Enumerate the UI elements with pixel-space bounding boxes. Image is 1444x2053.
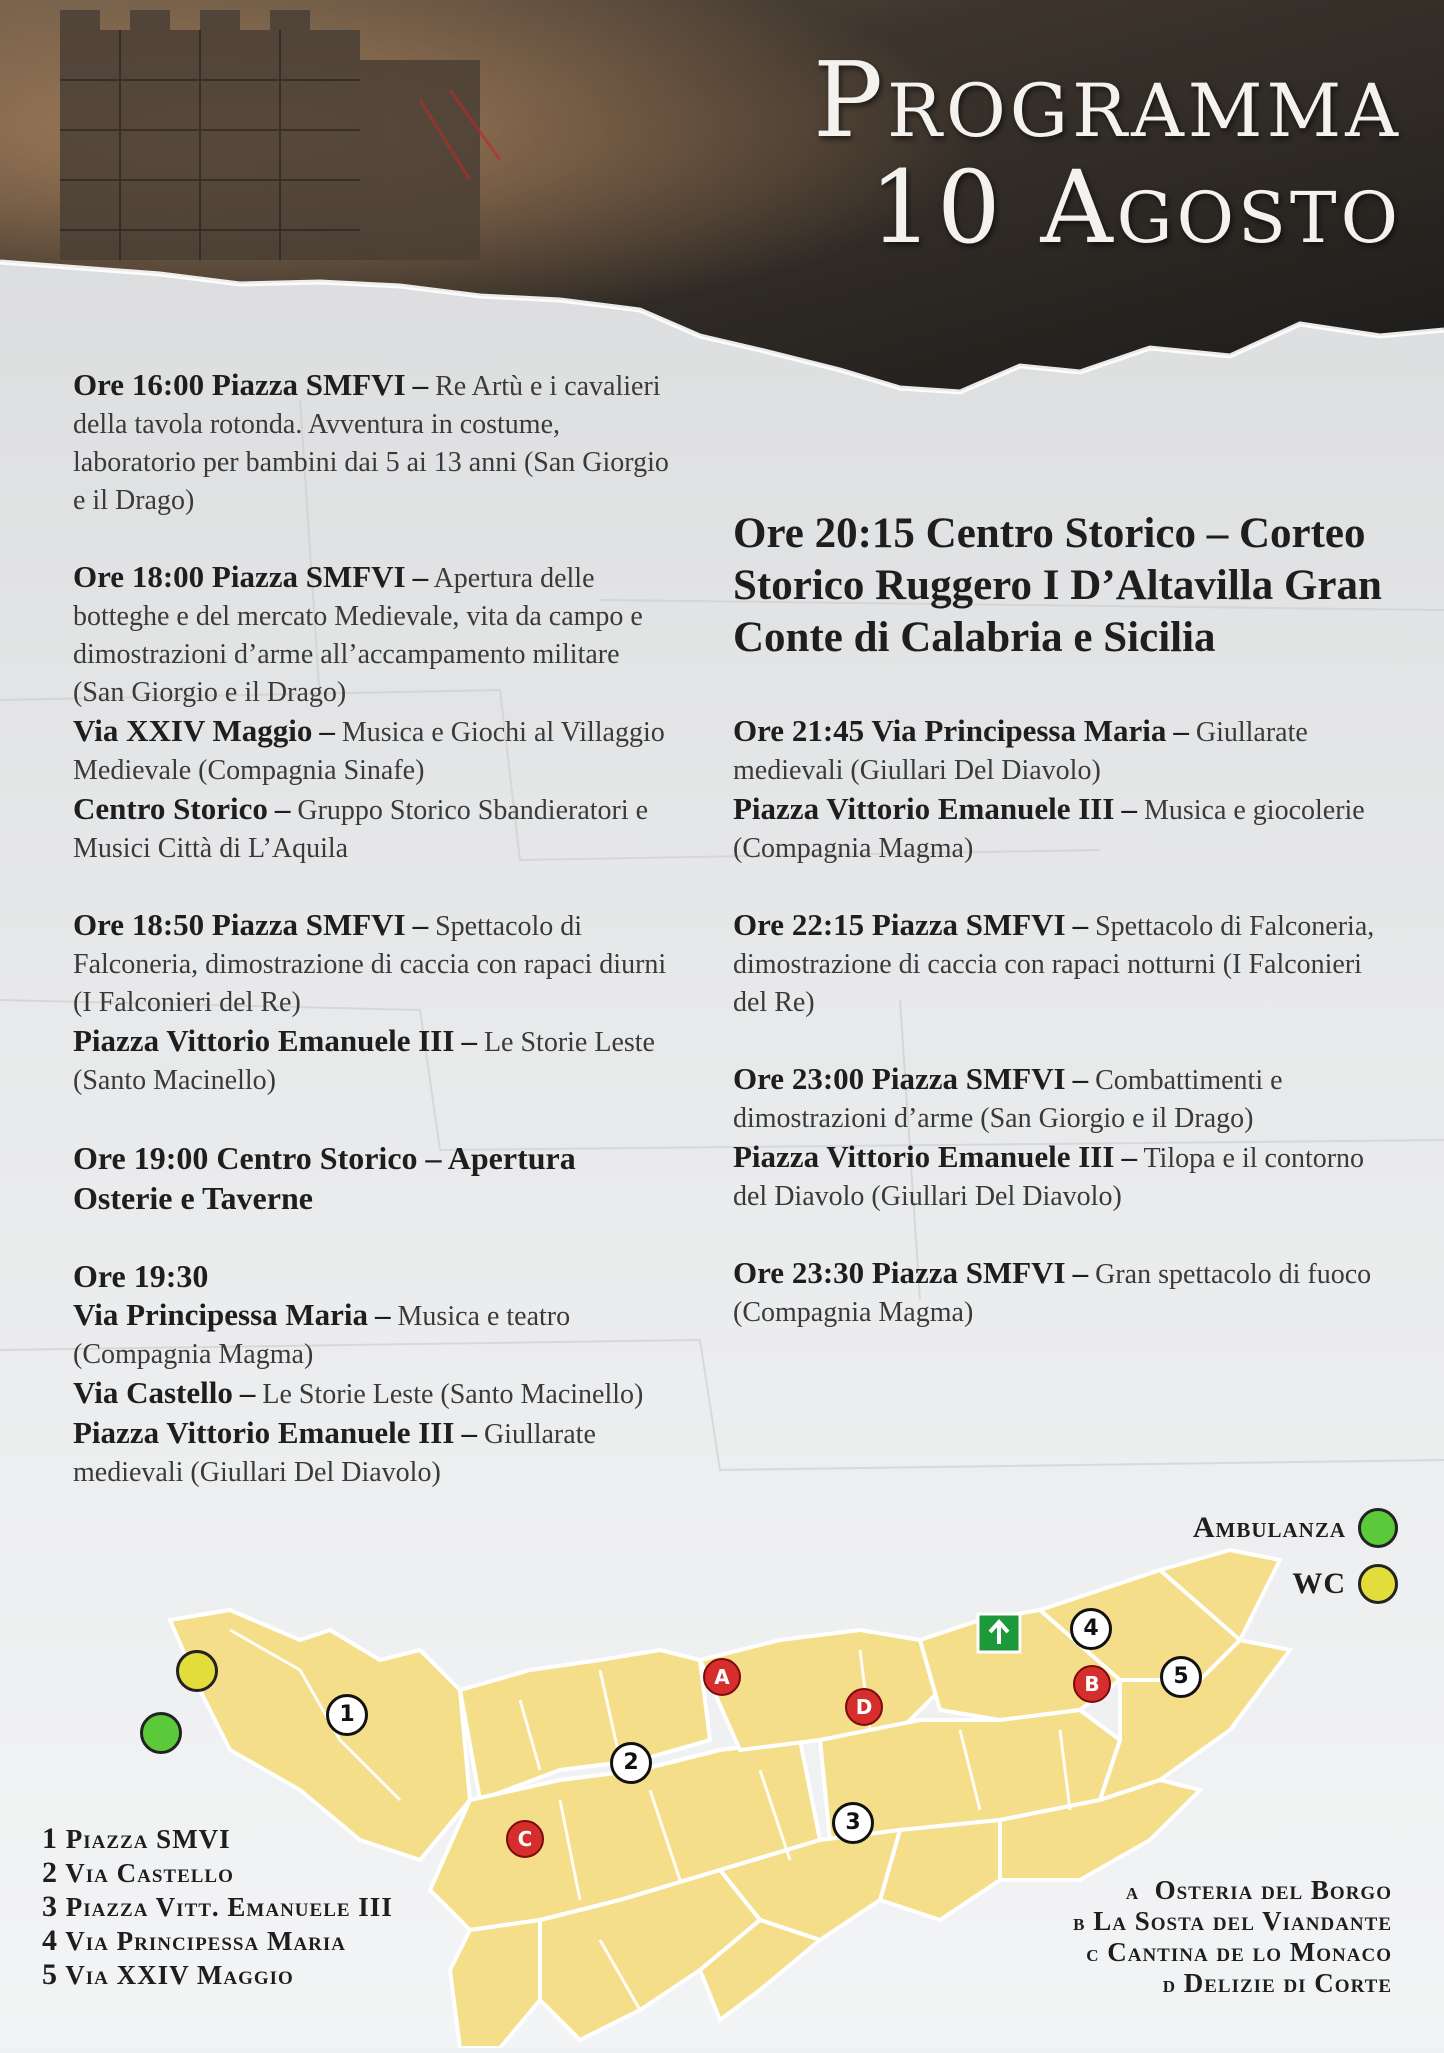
program-right-column [733,508,1393,1370]
map-marker-3: 3 [832,1802,874,1844]
program-entry [73,906,673,1022]
exit-sign-icon [978,1614,1020,1652]
entry-heading: Ore 22:15 Piazza SMFVI [733,907,1066,942]
entry-heading: Ore 21:45 Via Principessa Maria [733,713,1167,748]
dash: – [412,907,429,942]
entry-heading: Ore 18:50 Piazza SMFVI [73,907,406,942]
entry-text: Musica e Giochi al Villaggio Medievale (Compagnia Sinafe) [73,717,665,786]
program-entry [73,558,673,712]
title-line-2: 10 Agosto [869,149,1402,266]
map-marker-b: B [1073,1665,1111,1703]
dash: – [239,1375,256,1410]
entry-heading: Piazza Vittorio Emanuele III [733,791,1115,826]
program-block-2215 [733,906,1393,1022]
entry-text: Giullarate medievali (Giullari Del Diavolo) [733,717,1308,786]
entry-text: Re Artù e i cavalieri della tavola rotonda. Avventura in costume, laboratorio per bambini dai 5 ai 13 anni (San Giorgio e il Drago) [73,371,669,516]
program-entry [73,1414,673,1492]
entry-text: Le Storie Leste (Santo Macinello) [73,1027,655,1096]
entry-heading: Via XXIV Maggio [73,713,313,748]
program-entry [733,712,1393,790]
program-block-1800 [73,558,673,868]
title-line-1: Programma [813,39,1402,161]
program-entry [73,712,673,790]
dash: – [461,1415,477,1450]
map-marker-c: C [506,1820,544,1858]
entry-heading: Ore 19:00 Centro Storico – Apertura Osterie e Taverne [73,1140,576,1216]
program-block-2300 [733,1060,1393,1216]
map-marker-2: 2 [610,1742,652,1784]
dash: – [412,559,429,594]
place-item: a Osteria del Borgo [1125,1875,1392,1905]
street-item: 5 Via XXIV Maggio [42,1958,294,1991]
entry-text: Combattimenti e dimostrazioni d’arme (San Giorgio e il Drago) [733,1065,1283,1134]
place-item: c Cantina de lo Monaco [1086,1937,1392,1967]
program-entry [73,1296,673,1374]
dash: – [1072,907,1089,942]
dash: – [1121,1139,1137,1174]
street-item: 4 Via Principessa Maria [42,1924,346,1957]
program-entry [733,1060,1393,1138]
program-entry [73,1022,673,1100]
program-entry [733,1254,1393,1332]
street-item: 1 Piazza SMVI [42,1822,231,1855]
program-block-2330 [733,1254,1393,1332]
map-marker-1: 1 [326,1694,368,1736]
dash: – [375,1297,391,1332]
entry-text: Tilopa e il contorno del Diavolo (Giullari Del Diavolo) [733,1143,1365,1212]
map-marker-d: D [845,1688,883,1726]
dash: – [1173,713,1189,748]
places-legend [1073,1876,1392,2000]
dash: – [319,713,335,748]
entry-text: Apertura delle botteghe e del mercato Medievale, vita da campo e dimostrazioni d’arme all’accampamento militare (San Giorgio e il Drago) [73,563,643,708]
entry-text: Giullarate medievali (Giullari Del Diavolo) [73,1419,596,1488]
dash: – [461,1023,477,1058]
program-block-1850 [73,906,673,1100]
entry-text: Musica e giocolerie (Compagnia Magma) [733,795,1365,864]
entry-text: Spettacolo di Falconeria, dimostrazione di caccia con rapaci diurni (I Falconieri del Re) [73,911,667,1018]
entry-heading: Piazza Vittorio Emanuele III [73,1023,455,1058]
program-left-column [73,366,673,1530]
dash: – [1072,1255,1089,1290]
place-item: b La Sosta del Viandante [1073,1906,1392,1936]
program-entry [733,1138,1393,1216]
ambulance-label: Ambulanza [1192,1511,1346,1544]
dash: – [1072,1061,1089,1096]
entry-text: Gran spettacolo di fuoco (Compagnia Magma) [733,1259,1372,1328]
dash: – [1121,791,1137,826]
dash: – [274,791,291,826]
map-marker-5: 5 [1160,1656,1202,1698]
program-block-1600 [73,366,673,520]
map-marker-4: 4 [1070,1608,1112,1650]
entry-heading: Ore 23:00 Piazza SMFVI [733,1061,1066,1096]
map-wc-marker-icon [176,1650,218,1692]
program-entry [73,366,673,520]
entry-heading: Via Castello [73,1375,233,1410]
entry-heading: Ore 19:30 [73,1258,209,1294]
place-item: d Delizie di Corte [1162,1968,1392,1998]
entry-text: Le Storie Leste (Santo Macinello) [262,1379,644,1410]
wc-label: WC [1292,1567,1346,1600]
program-entry [733,790,1393,868]
dash: – [412,367,429,402]
street-item: 3 Piazza Vitt. Emanuele III [42,1890,393,1923]
entry-heading: Centro Storico [73,791,268,826]
program-entry [733,906,1393,1022]
program-block-1930 [73,1256,673,1492]
entry-text: Musica e teatro (Compagnia Magma) [73,1301,571,1370]
program-entry [73,790,673,868]
entry-text: Gruppo Storico Sbandieratori e Musici Città di L’Aquila [73,795,649,864]
entry-heading: Ore 18:00 Piazza SMFVI [73,559,406,594]
street-item: 2 Via Castello [42,1856,234,1889]
entry-heading: Ore 16:00 Piazza SMFVI [73,367,406,402]
program-entry [73,1374,673,1414]
map-ambulance-marker-icon [140,1712,182,1754]
entry-heading: Ore 23:30 Piazza SMFVI [733,1255,1066,1290]
entry-text: Spettacolo di Falconeria, dimostrazione di caccia con rapaci notturni (I Falconieri del Re) [733,911,1375,1018]
entry-heading: Via Principessa Maria [73,1297,369,1332]
headline-corteo: Ore 20:15 Centro Storico – Corteo Storico Ruggero I D’Altavilla Gran Conte di Calabria e Sicilia [733,510,1382,661]
entry-heading: Piazza Vittorio Emanuele III [73,1415,455,1450]
program-block-2145 [733,712,1393,868]
entry-heading: Piazza Vittorio Emanuele III [733,1139,1115,1174]
map-marker-a: A [703,1658,741,1696]
program-block-1900 [73,1138,673,1218]
poster-title [502,39,1402,266]
streets-legend [42,1822,393,1992]
